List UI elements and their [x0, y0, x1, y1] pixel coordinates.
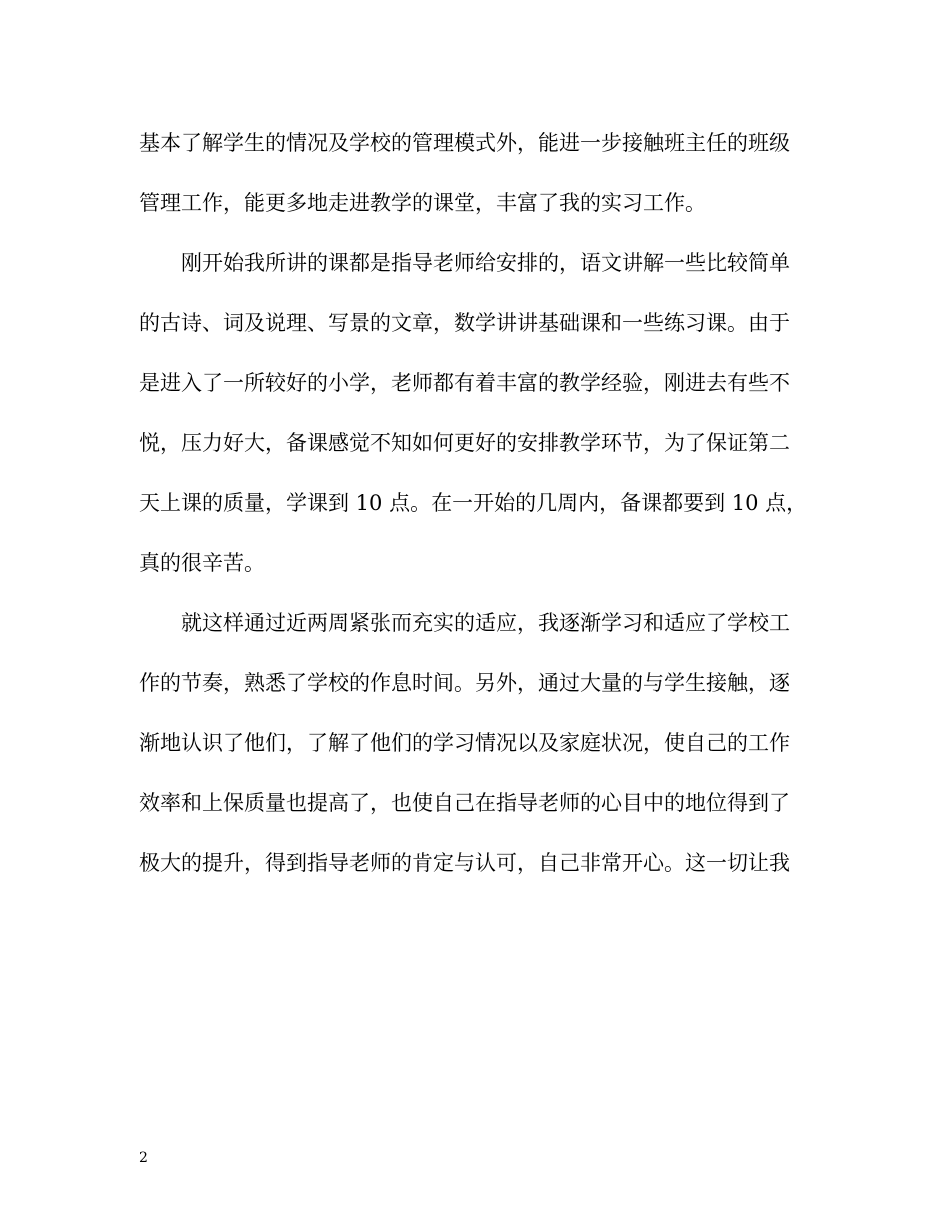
text-line: 效率和上保质量也提高了，也使自己在指导老师的心目中的地位得到了 [139, 791, 790, 815]
paragraph-start-line: 就这样通过近两周紧张而充实的适应，我逐渐学习和适应了学校工 [181, 611, 790, 635]
paragraph-start-line: 刚开始我所讲的课都是指导老师给安排的，语文讲解一些比较简单 [181, 251, 790, 275]
text-line: 管理工作，能更多地走进教学的课堂，丰富了我的实习工作。 [139, 191, 706, 215]
body-text [139, 123, 815, 903]
page-number: 2 [139, 1150, 148, 1166]
text-line: 作的节奏，熟悉了学校的作息时间。另外，通过大量的与学生接触，逐 [139, 671, 790, 695]
text-line: 是进入了一所较好的小学，老师都有着丰富的教学经验，刚进去有些不 [139, 371, 790, 395]
text-line: 极大的提升，得到指导老师的肯定与认可，自己非常开心。这一切让我 [139, 851, 790, 875]
text-line: 的古诗、词及说理、写景的文章，数学讲讲基础课和一些练习课。由于 [139, 311, 790, 335]
text-line: 渐地认识了他们，了解了他们的学习情况以及家庭状况，使自己的工作 [139, 731, 790, 755]
text-line: 真的很辛苦。 [139, 551, 265, 575]
text-line: 天上课的质量，学课到 10 点。在一开始的几周内，备课都要到 10 点， [139, 491, 808, 515]
text-line: 基本了解学生的情况及学校的管理模式外，能进一步接触班主任的班级 [139, 131, 790, 155]
text-line: 悦，压力好大，备课感觉不知如何更好的安排教学环节，为了保证第二 [139, 431, 790, 455]
